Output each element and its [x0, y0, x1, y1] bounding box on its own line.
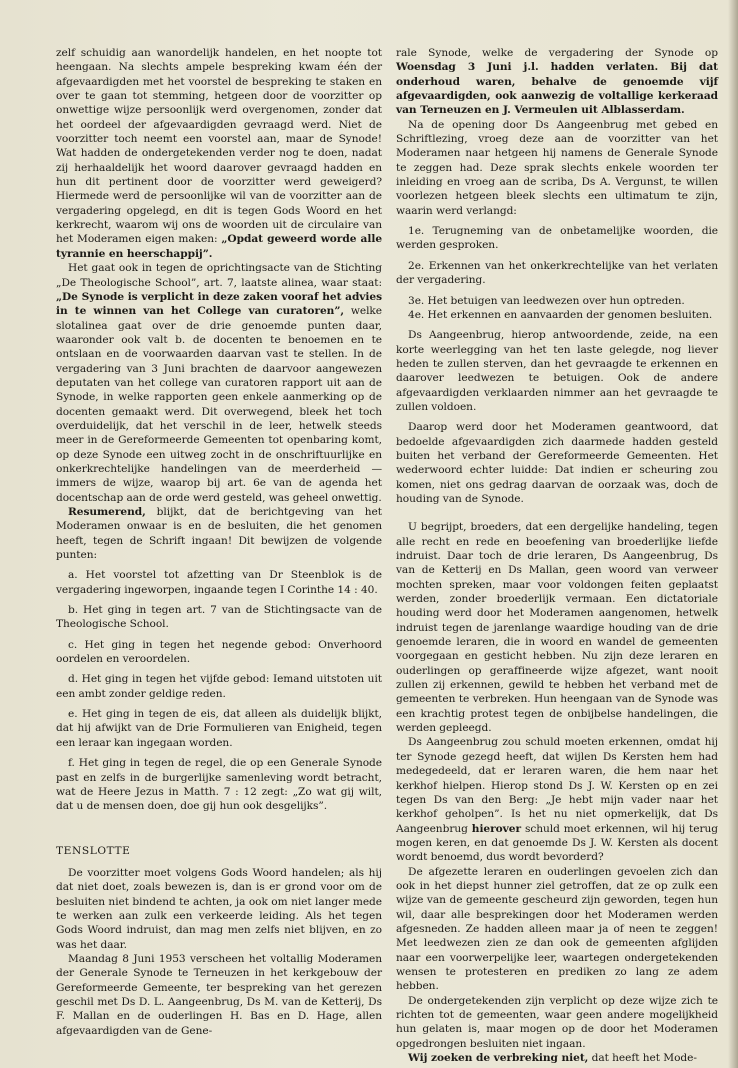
- list-item: e. Het ging in tegen de eis, dat alleen als duidelijk blijkt, dat hij afwijkt van de Drie Formulieren van Enigheid, tegen een leraar kan ingegaan worden.: [56, 708, 382, 749]
- paragraph-text: dat heeft het Mode-: [591, 1052, 697, 1065]
- paragraph: [56, 261, 382, 505]
- paragraph: Na de opening door Ds Aangeenbrug met gebed en Schriftlezing, vroeg deze aan de voorzitter van het Moderamen naar hetgeen hij namens de Generale Synode te zeggen had. Deze sprak slechts enkele woorden ter inleiding en vroeg aan de scriba, Ds A. Vergunst, te willen voorlezen hetgeen bleek slechts een ultimatum te zijn, waarin werd verlangd:: [396, 118, 718, 217]
- paragraph: [56, 46, 382, 261]
- paragraph-text: Het gaat ook in tegen de oprichtingsacte van de Stichting „De Theologische School”, art. 7, laatste alinea, waar staat:: [56, 262, 382, 289]
- paragraph-text: blijkt, dat de berichtgeving van het Moderamen onwaar is en de besluiten, die het genomen heeft, tegen de Schrift ingaan! Dit bewijzen de volgende punten:: [56, 506, 382, 562]
- paragraph: De ondergetekenden zijn verplicht op deze wijze zich te richten tot de gemeenten, waar geen andere mogelijkheid hun gelaten is, maar mogen op de door het Moderamen opgedrongen besluiten niet ingaan.: [396, 994, 718, 1050]
- paragraph: Maandag 8 Juni 1953 verscheen het voltallig Moderamen der Generale Synode te Terneuzen in het kerkgebouw der Gereformeerde Gemeente, ter bespreking van het gerezen geschil met Ds D. L. Aangeenbrug, Ds M. van de Ketterij, Ds F. Mallan en de ouderlingen H. Bas en D. Hage, allen afgevaardigden van de Gene-: [56, 952, 382, 1037]
- list-item: b. Het ging in tegen art. 7 van de Stichtingsacte van de Theologische School.: [56, 604, 382, 631]
- paragraph: De voorzitter moet volgens Gods Woord handelen; als hij dat niet doet, zoals bewezen is, dan is er grond voor om de besluiten niet bindend te achten, ja ook om niet langer mede te werken aan zulk een verkeerde leiding. Als het tegen Gods Woord indruist, dan mag men zelfs niet blijven, en zo was het daar.: [56, 866, 382, 951]
- paragraph: De afgezette leraren en ouderlingen gevoelen zich dan ook in het diepst hunner ziel getroffen, dat ze op zulk een wijze van de gemeente gescheurd zijn geworden, tegen hun wil, daar alle besprekingen door het Moderamen werden afgesneden. Ze hadden alleen maar ja of neen te zeggen! Met leedwezen zien ze dan ook de gemeenten afglijden naar een voorwerpelijke leer, waartegen ondergetekenden wensen te protesteren en prediken zo lang ze adem hebben.: [396, 865, 718, 993]
- paragraph-text: rale Synode, welke de vergadering der Synode op: [396, 47, 718, 59]
- section-heading: TENSLOTTE: [56, 844, 131, 857]
- bold-text: Woensdag 3 Juni j.l. hadden verlaten. Bij dat onderhoud waren, behalve de genoemde vijf afgevaardigden, ook aanwezig de voltallige kerkeraad van Terneuzen en J. Vermeulen uit Alblasserdam.: [396, 61, 718, 117]
- page-edge-shadow: [728, 0, 738, 1068]
- paragraph-text: schuld moet erkennen, wil hij terug mogen keren, en dat genoemde Ds J. W. Kersten als docent wordt benoemd, dus wordt bevorderd?: [396, 822, 718, 864]
- lead-bold: Resumerend,: [68, 506, 146, 518]
- left-column: [56, 46, 382, 1038]
- quote-bold: „Opdat geweerd worde alle tyrannie en heerschappij”.: [56, 233, 383, 260]
- bold-text: Wij zoeken de verbreking niet,: [408, 1052, 589, 1065]
- paragraph: [56, 505, 382, 562]
- paragraph-text: Ds Aangeenbrug zou schuld moeten erkennen, omdat hij ter Synode gezegd heeft, dat wijlen Ds Kersten hem had medegedeeld, dat er leraren waren, die hem naar het kerkhof hielpen. Hierop stond Ds J. W. Kersten op en zei tegen Ds van den Berg: „Je hebt mijn vader naar het kerkhof geholpen”. Is het nu niet opmerkelijk, dat Ds Aangeenbrug: [396, 736, 718, 835]
- paragraph: Daarop werd door het Moderamen geantwoord, dat bedoelde afgevaardigden zich daarmede hadden gesteld buiten het verband der Gereformeerde Gemeenten. Het wederwoord echter luidde: Dat indien er scheuring zou komen, niet ons gedrag daarvan de oorzaak was, doch de houding van de Synode.: [396, 421, 718, 505]
- paragraph: Ds Aangeenbrug, hierop antwoordende, zeide, na een korte weerlegging van het ten laste gelegde, nog liever heden te zullen sterven, dan het gevraagde te erkennen en daarover leedwezen te betuigen. Ook de andere afgevaardigden verklaarden nimmer aan het gevraagde te zullen voldoen.: [396, 329, 718, 413]
- list-item: f. Het ging in tegen de regel, die op een Generale Synode past en zelfs in de burgerlijke samenleving wordt betracht, wat de Heere Jezus in Matth. 7 : 12 zegt: „Zo wat gij wilt, dat u de mensen doen, doe gij hun ook desgelijks”.: [56, 757, 382, 813]
- paragraph-text: welke slotalinea gaat over de drie genoemde punten daar, waaronder ook valt b. de docenten te benoemen en te ontslaan en de voorwaarden daarvan vast te stellen. In de vergadering van 3 Juni brachten de daarvoor aangewezen deputaten van het college van curatoren rapport uit aan de Synode, in welke rapporten geen enkele aanmerking op de docenten gemaakt werd. Dit overwegend, bleek het toch overduidelijk, dat het verschil in de leer, hetwelk steeds meer in de Gereformeerde Gemeenten tot openbaring komt, op deze Synode een uitweg zocht in de onschriftuurlijke en onkerkrechtelijke handelingen van de meerderheid — immers de wijze, waarop bij art. 6e van de agenda het docentschap aan de orde werd gesteld, was geheel onwettig.: [56, 305, 382, 504]
- list-item: d. Het ging in tegen het vijfde gebod: Iemand uitstoten uit een ambt zonder geldige reden.: [56, 673, 382, 700]
- demand-item: 2e. Erkennen van het onkerkrechtelijke van het verlaten der vergadering.: [396, 259, 718, 287]
- paragraph: U begrijpt, broeders, dat een dergelijke handeling, tegen alle recht en rede en beoefening van broederlijke liefde indruist. Daar toch de drie leraren, Ds Aangeenbrug, Ds van de Ketterij en Ds Mallan, geen woord van verweer mochten spreken, maar voor voldongen feiten geplaatst werden, zonder broederlijk vermaan. Een dictatoriale houding werd door het Moderamen aangenomen, hetwelk indruist tegen de jarenlange waardige houding van de drie genoemde leraren, die in woord en wandel de gemeenten voorgegaan en gesticht hebben. Nu zijn deze leraren en ouderlingen op geraffineerde wijze afgezet, want nooit zullen zij erkennen, gewild te hebben het verband met de gemeenten te verbreken. Hun heengaan van de Synode was een krachtig protest tegen de onbijbelse handelingen, die werden gepleegd.: [396, 521, 718, 735]
- paragraph: [396, 46, 718, 118]
- bold-word: hierover: [471, 822, 521, 835]
- paragraph-text: zelf schuidig aan wanordelijk handelen, en het noopte tot heengaan. Na slechts ampele bespreking kwam één der afgevaardigden met het voorstel de bespreking te staken en over te gaan tot stemming, hetgeen door de voorzitter op onwettige wijze persoonlijk werd overgenomen, zonder dat het oordeel der afgevaardigden gevraagd werd. Niet de voorzitter toch neemt een voorstel aan, maar de Synode! Wat hadden de ondergetekenden verder nog te doen, nadat zij herhaaldelijk het woord daarover gevraagd hadden en hun dit pertinent door de voorzitter werd geweigerd? Hiermede werd de persoonlijke wil van de voorzitter aan de vergadering opgelegd, en dit is tegen Gods Woord en het kerkrecht, waarom wij ons de woorden uit de circulaire van het Moderamen eigen maken:: [56, 47, 382, 246]
- demand-item: 4e. Het erkennen en aanvaarden der genomen besluiten.: [408, 308, 713, 321]
- paragraph: [396, 1051, 718, 1065]
- right-column: [396, 46, 718, 1065]
- quote-bold: „De Synode is verplicht in deze zaken vooraf het advies in te winnen van het College van curatoren”,: [56, 290, 382, 318]
- demand-item: 1e. Terugneming van de onbetamelijke woorden, die werden gesproken.: [396, 225, 718, 252]
- list-item: a. Het voorstel tot afzetting van Dr Steenblok is de vergadering ingeworpen, ingaande tegen I Corinthe 14 : 40.: [56, 569, 382, 596]
- paragraph: [396, 735, 718, 864]
- list-item: c. Het ging in tegen het negende gebod: Onverhoord oordelen en veroordelen.: [56, 638, 382, 666]
- demand-item: 3e. Het betuigen van leedwezen over hun optreden.: [408, 294, 685, 307]
